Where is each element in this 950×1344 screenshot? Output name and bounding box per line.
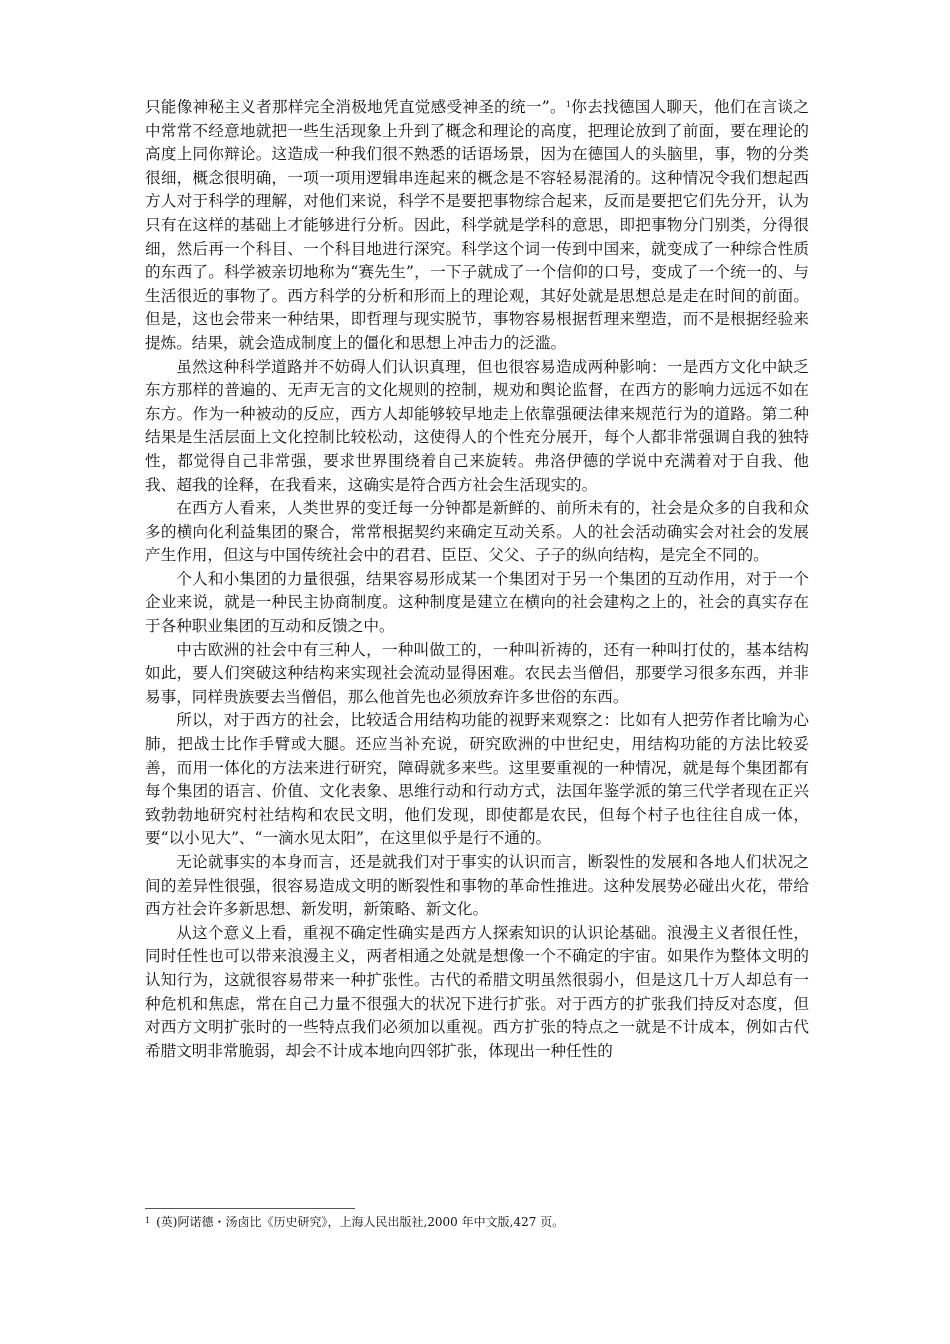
- paragraph-text: 只能像神秘主义者那样完全消极地凭直觉感受神圣的统一”。: [145, 98, 566, 116]
- paragraph: 在西方人看来，人类世界的变迁每一分钟都是新鲜的、前所未有的，社会是众多的自我和众多的横向化利益集团的聚合，常常根据契约来确定互动关系。人的社会活动确实会对社会的发展产生作用，但这与中国传统社会中的君君、臣臣、父父、子子的纵向结构，是完全不同的。: [145, 499, 809, 565]
- paragraph-continued: [145, 96, 809, 356]
- footnote: [145, 1212, 809, 1231]
- paragraph: 无论就事实的本身而言，还是就我们对于事实的认识而言，断裂性的发展和各地人们状况之间的差异性很强，很容易造成文明的断裂性和事物的革命性推进。这种发展势必碰出火花，带给西方社会许多新思想、新发明，新策略、新文化。: [145, 853, 809, 919]
- paragraph-text: 你去找德国人聊天，他们在言谈之中常常不经意地就把一些生活现象上升到了概念和理论的高度，把理论放到了前面，要在理论的高度上同你辩论。这造成一种我们很不熟悉的话语场景，因为在德国人的头脑里，事，物的分类很细，概念很明确，一项一项用逻辑串连起来的概念是不容轻易混淆的。这种情况令我们想起西方人对于科学的理解，对他们来说，科学不是要把事物综合起来，反而是要把它们先分开，认为只有在这样的基础上才能够进行分析。因此，科学就是学科的意思，即把事物分门别类，分得很细，然后再一个科目、一个科目地进行深究。科学这个词一传到中国来，就变成了一种综合性质的东西了。科学被亲切地称为“赛先生”，一下子就成了一个信仰的口号，变成了一个统一的、与生活很近的事物了。西方科学的分析和形而上的理论观，其好处就是思想总是走在时间的前面。但是，这也会带来一种结果，即哲理与现实脱节，事物容易根据哲理来塑造，而不是根据经验来提炼。结果，就会造成制度上的僵化和思想上冲击力的泛滥。: [145, 98, 809, 352]
- body-text: [145, 96, 809, 1063]
- footnote-reference: 1: [565, 100, 571, 109]
- footnote-text: (英)阿诺德・汤卤比《历史研究》，上海人民出版社,2000 年中文版,427 页。: [156, 1215, 565, 1229]
- paragraph: 虽然这种科学道路并不妨碍人们认识真理，但也很容易造成两种影响：一是西方文化中缺乏东方那样的普遍的、无声无言的文化规则的控制，规劝和舆论监督，在西方的影响力远远不如在东方。作为一种被动的反应，西方人却能够较早地走上依靠强硬法律来规范行为的道路。第二种结果是生活层面上文化控制比较松动，这使得人的个性充分展开，每个人都非常强调自我的独特性，都觉得自己非常强，要求世界围绕着自己来旋转。弗洛伊德的学说中充满着对于自我、他我、超我的诠释，在我看来，这确实是符合西方社会生活现实的。: [145, 357, 809, 494]
- paragraph: 中古欧洲的社会中有三种人，一种叫做工的，一种叫祈祷的，还有一种叫打仗的，基本结构如此，要人们突破这种结构来实现社会流动显得困难。农民去当僧侣，那要学习很多东西，并非易事，同样贵族要去当僧侣，那么他首先也必须放弃许多世俗的东西。: [145, 640, 809, 706]
- footnote-number: 1: [145, 1216, 151, 1225]
- paragraph: 个人和小集团的力量很强，结果容易形成某一个集团对于另一个集团的互动作用，对于一个企业来说，就是一种民主协商制度。这种制度是建立在横向的社会建构之上的，社会的真实存在于各种职业集团的互动和反馈之中。: [145, 569, 809, 636]
- footnote-divider: [145, 1208, 355, 1209]
- paragraph: 所以，对于西方的社会，比较适合用结构功能的视野来观察之：比如有人把劳作者比喻为心肺，把战士比作手臂或大腿。还应当补充说，研究欧洲的中世纪史，用结构功能的方法比较妥善，而用一体化的方法来进行研究，障碍就多来些。这里要重视的一种情况，就是每个集团都有每个集团的语言、价值、文化表象、思维行动和行动方式，法国年鉴学派的第三代学者现在正兴致勃勃地研究村社结构和农民文明，他们发现，即使都是农民，但每个村子也往往自成一体，要“以小见大”、“一滴水见太阳”，在这里似乎是行不通的。: [145, 711, 809, 848]
- paragraph: 从这个意义上看，重视不确定性确实是西方人探索知识的认识论基础。浪漫主义者很任性，同时任性也可以带来浪漫主义，两者相通之处就是想像一个不确定的宇宙。如果作为整体文明的认知行为，这就很容易带来一种扩张性。古代的希腊文明虽然很弱小，但是这几十万人却总有一种危机和焦虑，常在自己力量不很强大的状况下进行扩张。对于西方的扩张我们持反对态度，但对西方文明扩张时的一些特点我们必须加以重视。西方扩张的特点之一就是不计成本，例如古代希腊文明非常脆弱，却会不计成本地向四邻扩张，体现出一种任性的: [145, 923, 809, 1060]
